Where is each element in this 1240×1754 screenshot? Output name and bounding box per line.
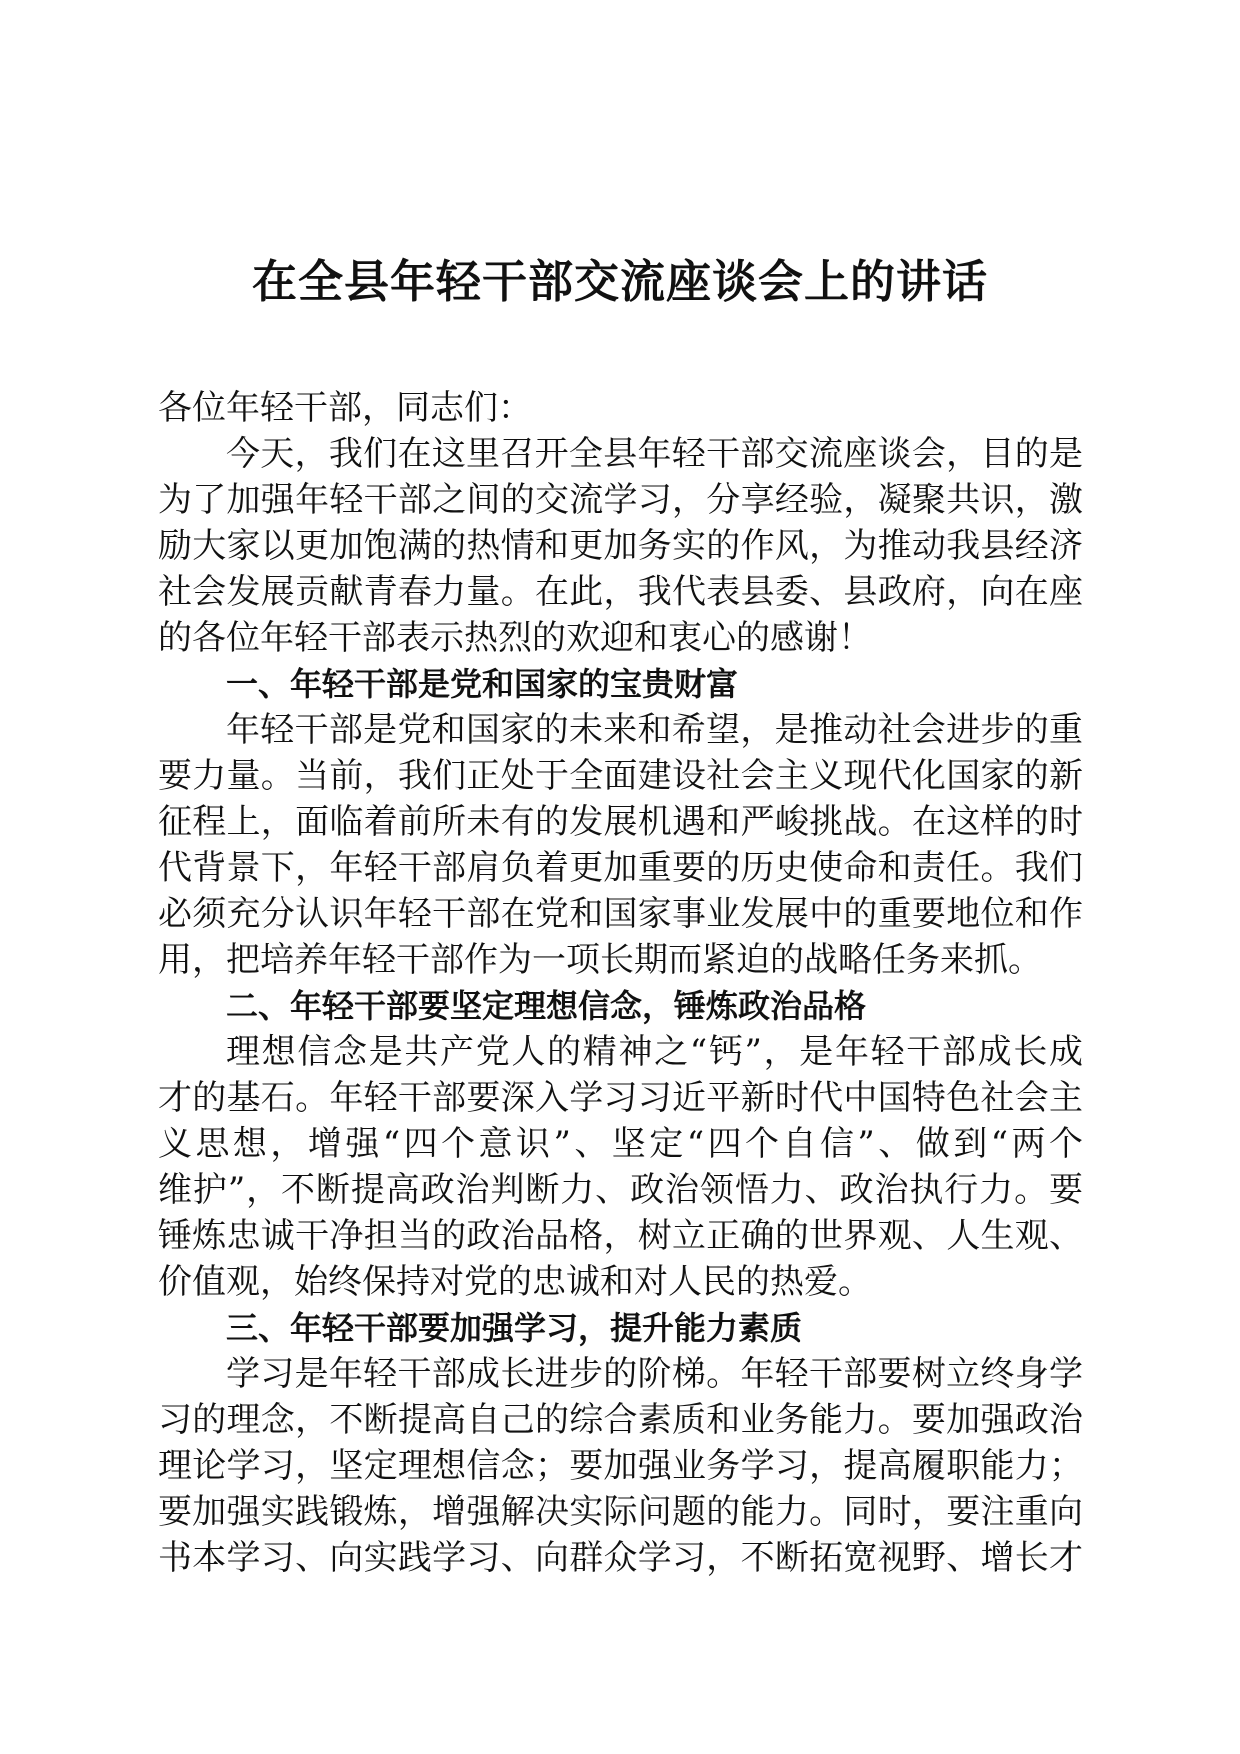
paragraph-line: 义思想，增强“四个意识”、坚定“四个自信”、做到“两个: [158, 1124, 1083, 1164]
paragraph-section-3: [158, 1351, 1083, 1581]
document-title: 在全县年轻干部交流座谈会上的讲话: [251, 255, 988, 308]
paragraph-line: 学习是年轻干部成长进步的阶梯。年轻干部要树立终身学: [226, 1354, 1083, 1394]
section-heading-3: 三、年轻干部要加强学习，提升能力素质: [226, 1309, 803, 1347]
paragraph-line: 今天，我们在这里召开全县年轻干部交流座谈会，目的是: [226, 434, 1083, 474]
paragraph-line: 为了加强年轻干部之间的交流学习，分享经验，凝聚共识，激: [158, 480, 1083, 520]
paragraph-line: 要加强实践锻炼，增强解决实际问题的能力。同时，要注重向: [158, 1492, 1083, 1532]
salutation: 各位年轻干部，同志们：: [158, 388, 532, 428]
document-body: [158, 385, 1083, 1581]
section-heading-1: 一、年轻干部是党和国家的宝贵财富: [226, 665, 739, 703]
paragraph-line: 征程上，面临着前所未有的发展机遇和严峻挑战。在这样的时: [158, 802, 1083, 842]
paragraph-section-1: [158, 707, 1083, 983]
paragraph-line: 年轻干部是党和国家的未来和希望，是推动社会进步的重: [226, 710, 1083, 750]
paragraph-section-2: [158, 1029, 1083, 1305]
paragraph-line: 锤炼忠诚干净担当的政治品格，树立正确的世界观、人生观、: [158, 1216, 1083, 1256]
paragraph-line: 要力量。当前，我们正处于全面建设社会主义现代化国家的新: [158, 756, 1083, 796]
paragraph-line: 价值观，始终保持对党的忠诚和对人民的热爱。: [158, 1262, 872, 1302]
paragraph-line: 才的基石。年轻干部要深入学习习近平新时代中国特色社会主: [158, 1078, 1083, 1118]
paragraph-line: 习的理念，不断提高自己的综合素质和业务能力。要加强政治: [158, 1400, 1083, 1440]
paragraph-line: 社会发展贡献青春力量。在此，我代表县委、县政府，向在座: [158, 572, 1083, 612]
paragraph-line: 用，把培养年轻干部作为一项长期而紧迫的战略任务来抓。: [158, 940, 1042, 980]
paragraph-line: 必须充分认识年轻干部在党和国家事业发展中的重要地位和作: [158, 894, 1083, 934]
paragraph-line: 励大家以更加饱满的热情和更加务实的作风，为推动我县经济: [158, 526, 1083, 566]
paragraph-line: 理论学习，坚定理想信念；要加强业务学习，提高履职能力；: [158, 1446, 1083, 1486]
paragraph-line: 的各位年轻干部表示热烈的欢迎和衷心的感谢！: [158, 618, 872, 658]
paragraph-line: 书本学习、向实践学习、向群众学习，不断拓宽视野、增长才: [158, 1538, 1083, 1578]
section-heading-2: 二、年轻干部要坚定理想信念，锤炼政治品格: [226, 987, 867, 1025]
paragraph-opening: [158, 431, 1083, 661]
paragraph-line: 理想信念是共产党人的精神之“钙”，是年轻干部成长成: [226, 1032, 1083, 1072]
paragraph-line: 维护”，不断提高政治判断力、政治领悟力、政治执行力。要: [158, 1170, 1083, 1210]
paragraph-line: 代背景下，年轻干部肩负着更加重要的历史使命和责任。我们: [158, 848, 1083, 888]
